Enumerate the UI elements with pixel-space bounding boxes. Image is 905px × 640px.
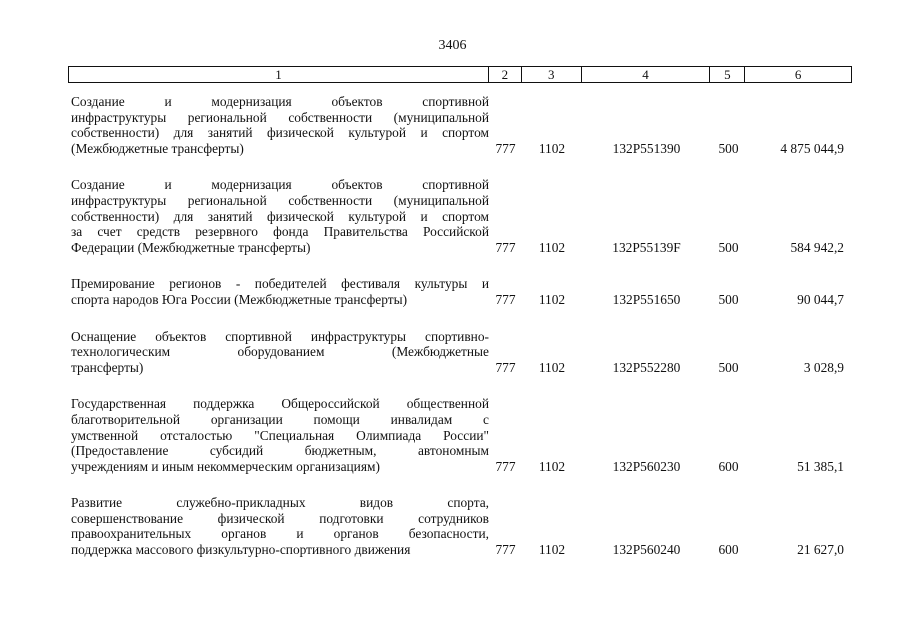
header-col-2: 2 bbox=[489, 67, 522, 82]
cell-ministry-code: 777 bbox=[495, 359, 516, 375]
table-row bbox=[68, 329, 852, 376]
cell-expense-type: 500 bbox=[718, 239, 739, 255]
table-row bbox=[68, 94, 852, 156]
description-line: благотворительной организации помощи инвалидам с bbox=[71, 411, 489, 427]
cell-expense-type: 500 bbox=[718, 291, 739, 307]
description-line: поддержка массового физкультурно-спортивного движения bbox=[71, 542, 411, 558]
header-col-5: 5 bbox=[710, 67, 745, 82]
description-line: спорта народов Юга России (Межбюджетные трансферты) bbox=[71, 291, 408, 307]
cell-section-code: 1102 bbox=[538, 291, 566, 307]
cell-amount: 3 028,9 bbox=[803, 359, 844, 375]
cell-section-code: 1102 bbox=[538, 359, 566, 375]
cell-ministry-code: 777 bbox=[495, 291, 516, 307]
cell-section-code: 1102 bbox=[538, 542, 566, 558]
row-description bbox=[68, 94, 489, 156]
description-line: собственности) для занятий физической культурой и спортом bbox=[71, 125, 489, 141]
description-line: технологическим оборудованием (Межбюджетные bbox=[71, 344, 489, 360]
description-line: учреждениям и иным некоммерческим организациям) bbox=[71, 458, 380, 474]
row-description bbox=[68, 177, 489, 255]
description-line: инфраструктуры региональной собственности (муниципальной bbox=[71, 109, 489, 125]
header-col-3: 3 bbox=[522, 67, 582, 82]
row-description bbox=[68, 495, 489, 557]
description-line: Создание и модернизация объектов спортивной bbox=[71, 177, 489, 193]
cell-target-article: 132P560230 bbox=[612, 458, 681, 474]
row-description bbox=[68, 276, 489, 307]
description-line: Оснащение объектов спортивной инфраструктуры спортивно- bbox=[71, 328, 489, 344]
description-line: совершенствование физической подготовки сотрудников bbox=[71, 510, 489, 526]
cell-ministry-code: 777 bbox=[495, 542, 516, 558]
table-row bbox=[68, 177, 852, 255]
description-line: за счет средств резервного фонда Правительства Российской bbox=[71, 224, 489, 240]
cell-amount: 584 942,2 bbox=[790, 239, 844, 255]
description-line: Федерации (Межбюджетные трансферты) bbox=[71, 239, 311, 255]
table-row bbox=[68, 396, 852, 474]
description-line: (Предоставление субсидий бюджетным, автономным bbox=[71, 443, 489, 459]
description-line: собственности) для занятий физической культурой и спортом bbox=[71, 208, 489, 224]
cell-target-article: 132P551650 bbox=[612, 291, 681, 307]
description-line: (Межбюджетные трансферты) bbox=[71, 140, 244, 156]
cell-ministry-code: 777 bbox=[495, 140, 516, 156]
cell-target-article: 132P551390 bbox=[612, 140, 681, 156]
cell-section-code: 1102 bbox=[538, 239, 566, 255]
cell-expense-type: 600 bbox=[718, 542, 739, 558]
cell-amount: 90 044,7 bbox=[797, 291, 844, 307]
row-description bbox=[68, 396, 489, 474]
table-header bbox=[68, 66, 852, 83]
description-line: Государственная поддержка Общероссийской общественной bbox=[71, 396, 489, 412]
table-body bbox=[68, 94, 852, 558]
description-line: Создание и модернизация объектов спортивной bbox=[71, 94, 489, 109]
description-line: трансферты) bbox=[71, 359, 144, 375]
description-line: Развитие служебно-прикладных видов спорта, bbox=[71, 495, 489, 511]
cell-ministry-code: 777 bbox=[495, 458, 516, 474]
header-col-6: 6 bbox=[794, 67, 802, 82]
description-line: Премирование регионов - победителей фестиваля культуры и bbox=[71, 276, 489, 292]
cell-target-article: 132P552280 bbox=[612, 359, 681, 375]
cell-amount: 51 385,1 bbox=[797, 458, 844, 474]
cell-section-code: 1102 bbox=[538, 140, 566, 156]
cell-amount: 21 627,0 bbox=[797, 542, 844, 558]
header-col-1: 1 bbox=[69, 67, 489, 82]
description-line: умственной отсталостью "Специальная Олимпиада России" bbox=[71, 427, 489, 443]
cell-ministry-code: 777 bbox=[495, 239, 516, 255]
table-row bbox=[68, 276, 852, 307]
description-line: инфраструктуры региональной собственности (муниципальной bbox=[71, 192, 489, 208]
header-col-4: 4 bbox=[582, 67, 711, 82]
cell-target-article: 132P560240 bbox=[612, 542, 681, 558]
description-line: правоохранительных органов и органов безопасности, bbox=[71, 526, 489, 542]
cell-expense-type: 500 bbox=[718, 359, 739, 375]
cell-section-code: 1102 bbox=[538, 458, 566, 474]
cell-expense-type: 500 bbox=[718, 140, 739, 156]
cell-amount: 4 875 044,9 bbox=[780, 140, 844, 156]
cell-target-article: 132P55139F bbox=[612, 239, 681, 255]
row-description bbox=[68, 329, 489, 376]
page-number: 3406 bbox=[438, 38, 467, 53]
table-row bbox=[68, 495, 852, 557]
cell-expense-type: 600 bbox=[718, 458, 739, 474]
